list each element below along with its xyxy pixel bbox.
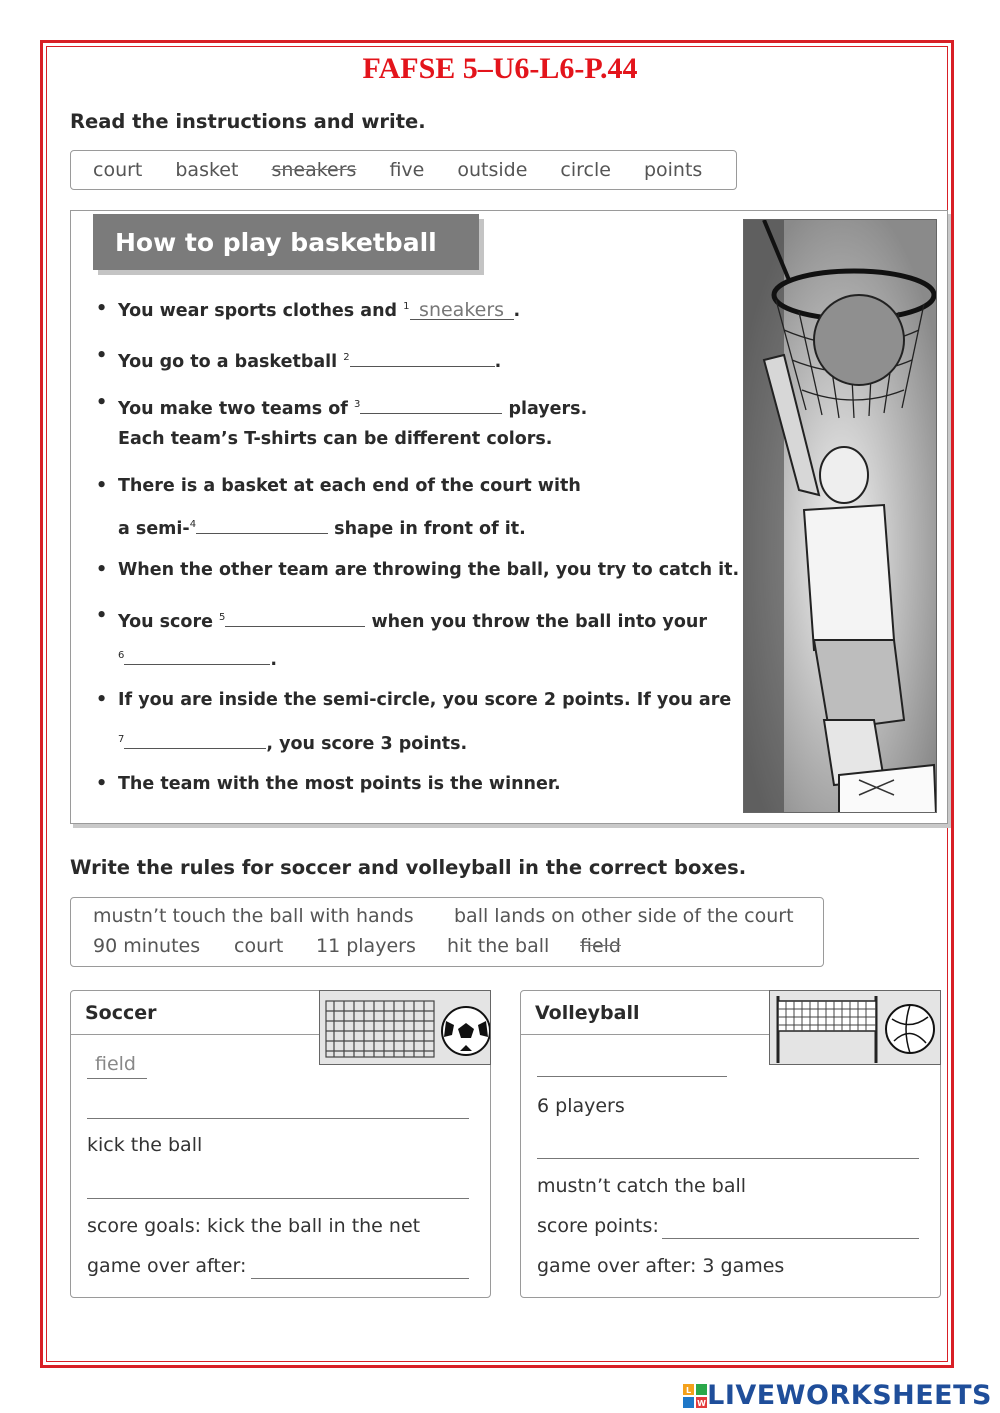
- word-bank-item: outside: [457, 159, 528, 181]
- volleyball-blank-3[interactable]: [662, 1238, 919, 1239]
- word-bank-item: court: [93, 159, 143, 181]
- soccer-item-3: game over after:: [87, 1255, 247, 1277]
- soccer-item-1: kick the ball: [87, 1134, 203, 1156]
- answer-blank-6[interactable]: [124, 644, 270, 665]
- volleyball-item-1: 6 players: [537, 1095, 625, 1117]
- soccer-blank-2[interactable]: [87, 1198, 469, 1199]
- bullet-3: • You make two teams of $^3$ players.: [96, 393, 588, 419]
- bullet-4-line-2: a semi-$^4$ shape in front of it.: [118, 513, 526, 539]
- basketball-player-illustration: [743, 219, 937, 813]
- instruction-1: Read the instructions and write.: [70, 110, 426, 133]
- bullet-5: • When the other team are throwing the ball, you try to catch it.: [96, 560, 740, 580]
- logo-letter: L: [686, 1385, 692, 1395]
- phrase-item: mustn’t touch the ball with hands: [93, 905, 414, 927]
- soccer-blank-1[interactable]: [87, 1118, 469, 1119]
- soccer-answer: field: [95, 1053, 136, 1075]
- answer-blank-1[interactable]: sneakers: [410, 299, 514, 320]
- phrase-item: hit the ball: [447, 935, 550, 957]
- answer-blank-3[interactable]: [360, 393, 502, 414]
- soccer-blank-3[interactable]: [251, 1278, 469, 1279]
- soccer-card: [70, 990, 491, 1298]
- phrase-item: 90 minutes: [93, 935, 201, 957]
- liveworksheets-brand: LIVEWORKSHEETS: [707, 1380, 992, 1411]
- volleyball-blank-2[interactable]: [537, 1158, 919, 1159]
- answer-blank-5[interactable]: [225, 606, 365, 627]
- volleyball-item-2: mustn’t catch the ball: [537, 1175, 747, 1197]
- bullet-4: • There is a basket at each end of the court with: [96, 476, 581, 496]
- word-bank-item: circle: [560, 159, 611, 181]
- volleyball-item-3: score points:: [537, 1215, 659, 1237]
- soccer-goal-illustration: [319, 990, 491, 1065]
- volleyball-card-title: Volleyball: [521, 991, 771, 1035]
- volleyball-blank-1[interactable]: [537, 1076, 727, 1077]
- word-bank-item: basket: [175, 159, 239, 181]
- volleyball-net-illustration: [769, 990, 941, 1065]
- bullet-6-line-2: $^6$ .: [118, 644, 277, 670]
- phrase-item-crossed: field: [580, 935, 621, 957]
- answer-blank-2[interactable]: [350, 346, 495, 367]
- word-bank-item-crossed: sneakers: [271, 159, 357, 181]
- bullet-3-line-2: Each team’s T-shirts can be different colors.: [118, 429, 553, 449]
- instruction-2: Write the rules for soccer and volleyball in the correct boxes.: [70, 856, 747, 879]
- worksheet-title: FAFSE 5–U6-L6-P.44: [362, 52, 638, 85]
- answer-blank-7[interactable]: [124, 728, 266, 749]
- bullet-7: • If you are inside the semi-circle, you score 2 points. If you are: [96, 690, 732, 710]
- bullet-2: • You go to a basketball $^2$ .: [96, 346, 502, 372]
- soccer-card-title: Soccer: [71, 991, 321, 1035]
- answer-blank-4[interactable]: [196, 513, 328, 534]
- soccer-answer-underline: [87, 1078, 147, 1079]
- bullet-8: • The team with the most points is the winner.: [96, 774, 561, 794]
- word-bank-item: points: [643, 159, 703, 181]
- phrase-item: 11 players: [316, 935, 416, 957]
- bullet-7-line-2: $^7$ , you score 3 points.: [118, 728, 467, 754]
- phrase-item: ball lands on other side of the court: [454, 905, 794, 927]
- bullet-1: • You wear sports clothes and $^1$ sneakers .: [96, 299, 521, 321]
- bullet-6: • You score $^5$ when you throw the ball into your: [96, 606, 707, 632]
- word-bank-item: five: [389, 159, 425, 181]
- volleyball-card: [520, 990, 941, 1298]
- liveworksheets-logo-icon: [683, 1384, 707, 1408]
- logo-letter: W: [697, 1398, 707, 1408]
- phrase-item: court: [234, 935, 284, 957]
- basketball-heading: How to play basketball: [93, 214, 479, 270]
- rules-phrase-bank: [70, 897, 824, 967]
- basketball-panel: [70, 210, 948, 824]
- word-bank: [70, 150, 737, 190]
- soccer-item-2: score goals: kick the ball in the net: [87, 1215, 421, 1237]
- volleyball-item-4: game over after: 3 games: [537, 1255, 785, 1277]
- liveworksheets-logo: [683, 1380, 992, 1411]
